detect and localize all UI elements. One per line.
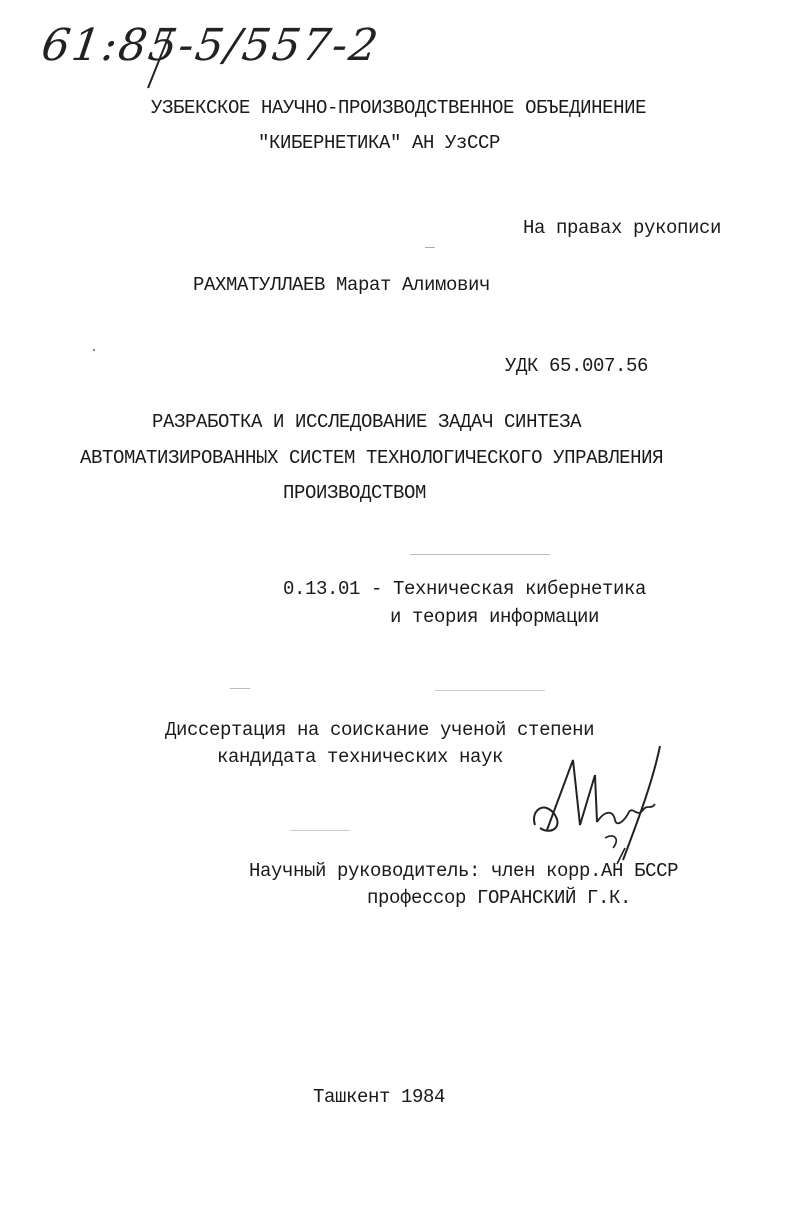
organization-line-1: УЗБЕКСКОЕ НАУЧНО-ПРОИЗВОДСТВЕННОЕ ОБЪЕДИНЕНИЕ [151,97,647,119]
archive-number-slash [20,10,310,90]
place-and-year: Ташкент 1984 [313,1086,446,1108]
title-line-2: АВТОМАТИЗИРОВАННЫХ СИСТЕМ ТЕХНОЛОГИЧЕСКОГО УПРАВЛЕНИЯ [80,447,664,469]
author-name: РАХМАТУЛЛАЕВ Марат Алимович [193,274,491,296]
scan-speck [435,690,545,691]
scan-speck [290,830,350,831]
degree-line-2: кандидата технических наук [217,746,504,768]
scan-speck [93,349,95,351]
archive-number-stamp [20,10,383,90]
specialty-line-1: 0.13.01 - Техническая кибернетика [283,578,647,600]
manuscript-rights: На правах рукописи [523,217,722,239]
udc-code: УДК 65.007.56 [505,355,649,377]
archive-number: 61:85-5/557-2 [38,20,383,71]
scan-speck [410,554,550,555]
supervisor-line-2: профессор ГОРАНСКИЙ Г.К. [367,887,632,909]
handwritten-signature [525,740,675,865]
specialty-line-2: и теория информации [390,606,600,628]
scan-speck [425,247,435,248]
title-line-1: РАЗРАБОТКА И ИССЛЕДОВАНИЕ ЗАДАЧ СИНТЕЗА [152,411,582,433]
degree-line-1: Диссертация на соискание ученой степени [165,719,595,741]
scan-speck [230,688,250,689]
supervisor-line-1: Научный руководитель: член корр.АН БССР [249,860,679,882]
title-line-3: ПРОИЗВОДСТВОМ [283,482,427,504]
organization-line-2: "КИБЕРНЕТИКА" АН УзССР [258,132,501,154]
